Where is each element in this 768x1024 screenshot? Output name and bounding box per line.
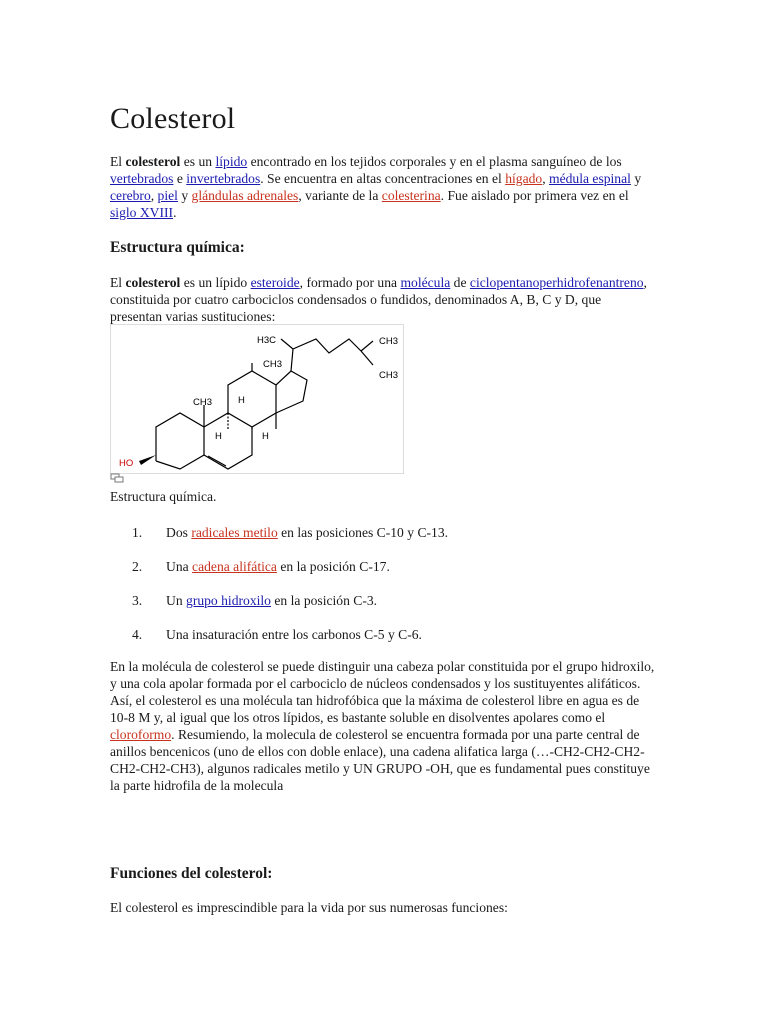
- text: Una insaturación entre los carbonos C-5 y C-6.: [166, 627, 422, 642]
- list-item: [110, 626, 422, 643]
- text: Un: [166, 593, 187, 608]
- text: . Se encuentra en altas concentraciones en el: [260, 171, 506, 186]
- text: El: [110, 275, 126, 290]
- link-cadena-alifatica[interactable]: cadena alifática: [192, 559, 277, 574]
- text: y: [177, 188, 192, 203]
- link-medula-espinal[interactable]: médula espinal: [549, 171, 631, 186]
- ch3-label-chain-bottom: CH3: [379, 370, 399, 381]
- link-cloroformo[interactable]: cloroformo: [110, 727, 172, 742]
- ch3-label-chain-top: CH3: [379, 336, 399, 347]
- page-title: Colesterol: [110, 102, 236, 135]
- intro-paragraph: [110, 153, 655, 221]
- link-invertebrados[interactable]: invertebrados: [186, 171, 261, 186]
- text: El: [110, 154, 126, 169]
- link-esteroide[interactable]: esteroide: [250, 275, 300, 290]
- link-vertebrados[interactable]: vertebrados: [110, 171, 174, 186]
- link-lipido[interactable]: lípido: [215, 154, 248, 169]
- text: . Resumiendo, la molecula de colesterol se encuentra formada por una parte central de anillos bencenicos (uno de ellos con doble enlace), una cadena alifatica larga (…-CH2-CH2-CH2-CH2-CH2-CH3), algunos radicales metilo y UN GRUPO -OH, que es fundamental pues constituye la parte hidrofila de la molecula: [110, 727, 650, 793]
- h-label-c14: H: [262, 431, 269, 442]
- text: En la molécula de colesterol se puede distinguir una cabeza polar constituida por el grupo hidroxilo, y una cola apolar formada por el carbociclo de núcleos condensados y los sustituyentes alifáticos. Así, el colesterol es una molécula tan hidrofóbica que la máxima de colesterol libre en agua es de 10-8 M y, al igual que los otros lípidos, es bastante soluble en disolventes apolares como el: [110, 659, 655, 725]
- list-item: [110, 558, 390, 575]
- ho-label: HO: [119, 458, 134, 469]
- link-radicales-metilo[interactable]: radicales metilo: [191, 525, 278, 540]
- link-piel[interactable]: piel: [157, 188, 178, 203]
- link-cerebro[interactable]: cerebro: [110, 188, 151, 203]
- text: de: [450, 275, 470, 290]
- section-heading-funciones: Funciones del colesterol:: [110, 865, 273, 882]
- list-item: [110, 592, 377, 609]
- text: en las posiciones C-10 y C-13.: [277, 525, 449, 540]
- ch3-label-c13: CH3: [263, 359, 283, 370]
- link-siglo-xviii[interactable]: siglo XVIII: [110, 205, 174, 220]
- bold-term: colesterol: [125, 275, 181, 290]
- text: . Fue aislado por primera vez en el: [440, 188, 629, 203]
- link-higado[interactable]: hígado: [505, 171, 543, 186]
- link-molecula[interactable]: molécula: [400, 275, 451, 290]
- text: encontrado en los tejidos corporales y en el plasma sanguíneo de los: [247, 154, 622, 169]
- cholesterol-structure-figure: [110, 324, 404, 474]
- text: ,: [542, 171, 549, 186]
- structure-paragraph: [110, 274, 655, 325]
- link-colesterina[interactable]: colesterina: [381, 188, 441, 203]
- list-number: 4.: [132, 627, 143, 642]
- link-glandulas-adrenales[interactable]: glándulas adrenales: [191, 188, 299, 203]
- h-label-c9: H: [238, 395, 245, 406]
- section-heading-estructura: Estructura química:: [110, 239, 245, 256]
- text: es un lípido: [180, 275, 251, 290]
- text: , constituida por cuatro carbociclos condensados o fundidos, denominados A, B, C y D, que presentan varias sustituciones:: [110, 275, 647, 324]
- list-number: 1.: [132, 525, 143, 540]
- text: .: [173, 205, 177, 220]
- text: , formado por una: [299, 275, 401, 290]
- text: Dos: [166, 525, 192, 540]
- figure-caption: Estructura química.: [110, 489, 217, 504]
- text: ,: [150, 188, 158, 203]
- bold-term: colesterol: [125, 154, 181, 169]
- link-grupo-hidroxilo[interactable]: grupo hidroxilo: [186, 593, 271, 608]
- link-ciclopentanoperhidrofenantreno[interactable]: ciclopentanoperhidrofenantreno: [469, 275, 644, 290]
- list-number: 3.: [132, 593, 143, 608]
- enlarge-icon[interactable]: [110, 473, 124, 483]
- text: y: [630, 171, 642, 186]
- text: en la posición C-17.: [276, 559, 390, 574]
- text: e: [173, 171, 187, 186]
- text: es un: [180, 154, 216, 169]
- text: , variante de la: [298, 188, 382, 203]
- functions-intro-paragraph: El colesterol es imprescindible para la vida por sus numerosas funciones:: [110, 900, 508, 915]
- molecule-description-paragraph: [110, 658, 655, 794]
- cholesterol-molecule-diagram: [111, 325, 403, 473]
- text: Una: [166, 559, 193, 574]
- list-number: 2.: [132, 559, 143, 574]
- ch3-label-c10: CH3: [193, 397, 213, 408]
- list-item: [110, 524, 448, 541]
- text: en la posición C-3.: [270, 593, 378, 608]
- h3c-label: H3C: [257, 335, 277, 346]
- h-label-c8: H: [215, 431, 222, 442]
